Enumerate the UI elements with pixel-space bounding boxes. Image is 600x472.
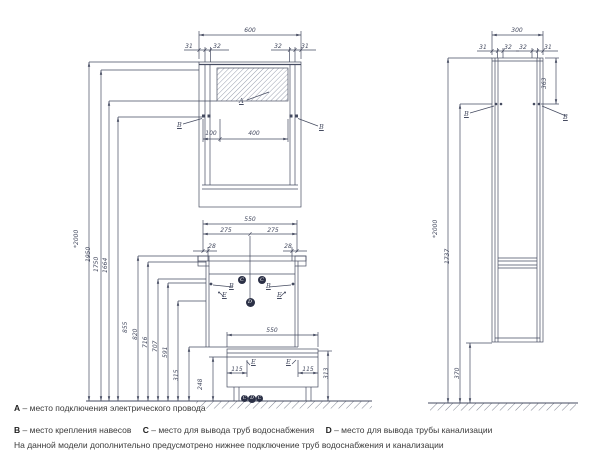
dim-column-top-to-hook: 363 bbox=[541, 77, 548, 89]
dim-base-height: 248 bbox=[197, 378, 204, 390]
dim-mirror-width: 600 bbox=[244, 27, 256, 34]
floor-sewage-marker bbox=[248, 395, 256, 403]
dim-column-offset-31l: 31 bbox=[479, 44, 487, 51]
dim-column-offset-31r: 31 bbox=[544, 44, 552, 51]
callout-b-vanity-left: B bbox=[229, 282, 234, 290]
dim-base-side: 313 bbox=[323, 367, 330, 379]
dim-mirror-offset-32r: 32 bbox=[274, 43, 282, 50]
legend-text-a: – место подключения электрического провода bbox=[22, 403, 206, 413]
legend-key-a: A bbox=[14, 403, 21, 413]
height-dim-1750: 1750 bbox=[93, 256, 100, 272]
callout-e-base-left: E bbox=[251, 358, 256, 366]
floor-right bbox=[428, 403, 578, 411]
dim-base-e-left: 115 bbox=[231, 366, 243, 373]
legend-line-connections bbox=[14, 425, 501, 435]
floor-water-marker-right bbox=[256, 395, 263, 402]
column-cabinet-view bbox=[448, 31, 566, 403]
dim-column-floor-gap: 370 bbox=[454, 367, 461, 379]
dim-mirror-offset-31r: 31 bbox=[301, 43, 309, 50]
dim-column-hook-height: 1737 bbox=[444, 248, 451, 264]
dim-mirror-offset-31l: 31 bbox=[185, 43, 193, 50]
dim-column-offset-32l: 32 bbox=[504, 44, 512, 51]
height-dim-591: 591 bbox=[162, 346, 169, 358]
callout-e-vanity-right: E bbox=[277, 291, 282, 299]
floor-water-marker-left bbox=[241, 395, 248, 402]
water-supply-marker-right bbox=[258, 276, 266, 284]
marker-letter: C bbox=[257, 395, 262, 401]
height-dim-1950: 1950 bbox=[85, 246, 92, 262]
vanity-view bbox=[193, 220, 307, 347]
legend-text-b: – место крепления навесов bbox=[22, 425, 132, 435]
dim-vanity-edge-left: 28 bbox=[208, 243, 216, 250]
dim-vanity-half-left: 275 bbox=[220, 227, 232, 234]
legend-note-text: На данной модели дополнительно предусмотрено нижнее подключение труб водоснабжения и канализации bbox=[14, 440, 444, 450]
callout-a-electrical: A bbox=[239, 97, 244, 105]
height-dim-855: 855 bbox=[122, 321, 129, 333]
height-dim-820: 820 bbox=[132, 328, 139, 340]
legend-key-c: C bbox=[142, 425, 149, 435]
legend-text-c: – место для вывода труб водоснабжения bbox=[151, 425, 315, 435]
left-height-chain bbox=[89, 62, 332, 401]
legend-text-d: – место для вывода трубы канализации bbox=[334, 425, 493, 435]
callout-b-mirror-right: B bbox=[319, 123, 324, 131]
marker-letter: D bbox=[250, 395, 254, 401]
dim-mirror-hook-edge: 100 bbox=[205, 130, 217, 137]
callout-b-column-right: B bbox=[563, 113, 568, 121]
marker-letter: C bbox=[260, 276, 264, 283]
height-dim-716: 716 bbox=[142, 336, 149, 348]
dim-vanity-width: 550 bbox=[244, 216, 256, 223]
dim-column-height: *2000 bbox=[432, 219, 439, 238]
callout-b-vanity-right: B bbox=[266, 282, 271, 290]
sewage-marker bbox=[246, 298, 255, 307]
marker-letter: C bbox=[242, 395, 247, 401]
height-dim-707: 707 bbox=[152, 340, 159, 352]
dim-vanity-edge-right: 28 bbox=[284, 243, 292, 250]
dim-base-e-right: 115 bbox=[302, 366, 314, 373]
legend-note bbox=[14, 440, 444, 450]
callout-b-column-left: B bbox=[464, 110, 469, 118]
dim-mirror-offset-32l: 32 bbox=[213, 43, 221, 50]
dim-vanity-half-right: 275 bbox=[267, 227, 279, 234]
mirror-cabinet-view bbox=[183, 31, 318, 207]
dim-column-offset-32r: 32 bbox=[519, 44, 527, 51]
height-dim-315: 315 bbox=[173, 369, 180, 381]
callout-e-vanity-left: E bbox=[222, 291, 227, 299]
callout-b-mirror-left: B bbox=[177, 121, 182, 129]
height-dim-2000: *2000 bbox=[73, 229, 80, 248]
marker-letter: D bbox=[247, 298, 252, 305]
legend-line-electrical bbox=[14, 403, 206, 413]
dim-base-width: 550 bbox=[266, 327, 278, 334]
marker-letter: C bbox=[240, 276, 244, 283]
legend-key-d: D bbox=[325, 425, 332, 435]
callout-e-base-right: E bbox=[286, 358, 291, 366]
height-dim-1664: 1664 bbox=[102, 257, 109, 273]
legend-key-b: B bbox=[14, 425, 21, 435]
dim-column-width: 300 bbox=[511, 27, 523, 34]
water-supply-marker-left bbox=[238, 276, 246, 284]
dim-mirror-hook-spacing: 400 bbox=[248, 130, 260, 137]
